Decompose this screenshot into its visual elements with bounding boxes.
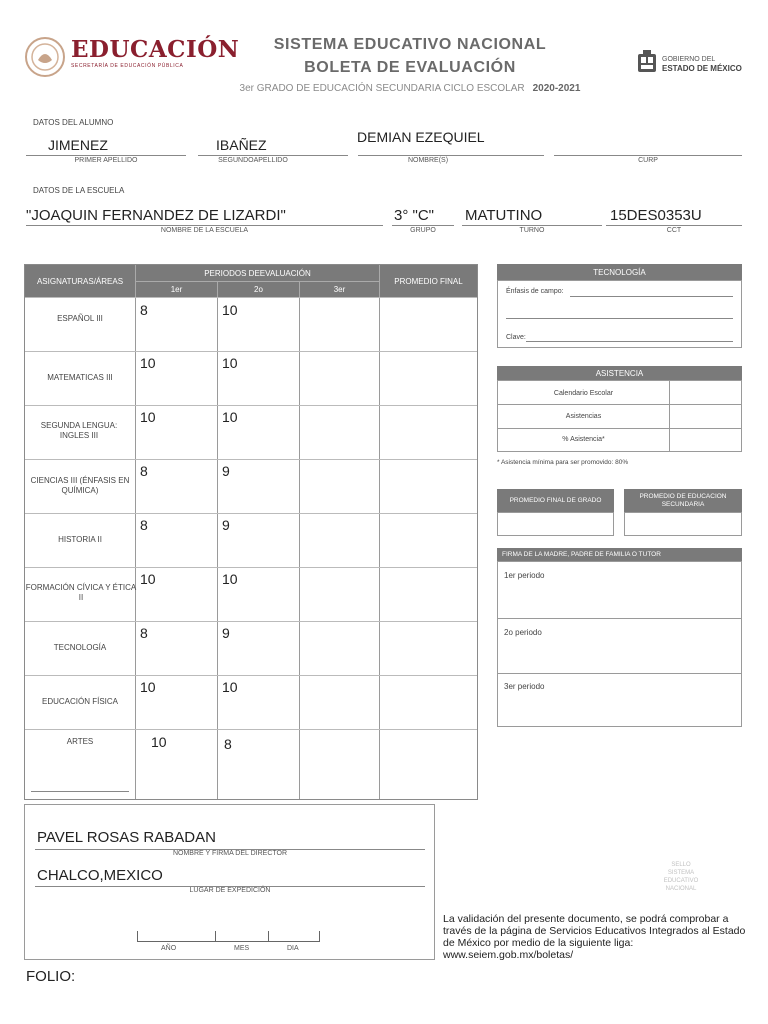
grade-p1: 8 <box>140 517 148 533</box>
signature-period-1: 1er periodo <box>504 571 545 580</box>
grades-table <box>24 264 478 800</box>
curp-caption: CURP <box>638 157 658 164</box>
attendance-calendar-label: Calendario Escolar <box>553 390 614 397</box>
logo-text: EDUCACIÓN <box>71 36 240 63</box>
grade-p1: 10 <box>140 679 156 695</box>
grade-avg-header: PROMEDIO FINAL DE GRADO <box>497 489 614 512</box>
grade-p1: 10 <box>140 571 156 587</box>
names-caption: NOMBRE(S) <box>407 157 449 164</box>
period-3-header: 3er <box>299 281 379 297</box>
key-label: Clave: <box>506 334 526 341</box>
grade-p2: 10 <box>222 302 238 318</box>
first-surname: JIMENEZ <box>48 137 108 153</box>
gov-line2: ESTADO DE MÉXICO <box>662 64 742 73</box>
issue-place: CHALCO,MEXICO <box>37 867 163 884</box>
second-surname-line <box>198 155 348 156</box>
final-avg-header: PROMEDIO FINAL <box>379 265 477 297</box>
table-row <box>25 729 477 730</box>
technology-header: TECNOLOGÍA <box>497 264 742 280</box>
attendance-percent-label: % Asistencia* <box>562 436 605 443</box>
school-name-line <box>26 225 383 226</box>
secondary-avg-header: PROMEDIO DE EDUCACION SECUNDARIA <box>624 489 742 512</box>
signature-period-2: 2o periodo <box>504 628 542 637</box>
day-caption: DIA <box>287 945 299 952</box>
grade-p2: 8 <box>224 736 232 752</box>
subject-name: HISTORIA II <box>58 535 102 544</box>
key-line <box>526 341 733 342</box>
gov-line1: GOBIERNO DEL <box>662 56 716 63</box>
attendance-count-label: Asistencias <box>565 413 602 420</box>
grade-p1: 10 <box>151 734 167 750</box>
attendance-table <box>497 380 742 452</box>
director-name-caption: NOMBRE Y FIRMA DEL DIRECTOR <box>172 850 288 857</box>
gov-emblem-icon <box>636 50 658 74</box>
school-group: 3° "C" <box>394 207 434 224</box>
subject-name: CIENCIAS III (ÉNFASIS EN QUÍMICA) <box>30 476 130 495</box>
table-row <box>25 567 477 568</box>
cycle: 2020-2021 <box>532 83 581 94</box>
sep-emblem <box>24 36 66 78</box>
arts-line <box>31 791 129 792</box>
seal-line: EDUCATIVO <box>663 878 699 884</box>
grade-p2: 10 <box>222 679 238 695</box>
date-tick <box>137 931 138 942</box>
cct-line <box>606 225 742 226</box>
signature-box <box>497 561 742 727</box>
col-divider <box>379 297 380 799</box>
group-line <box>392 225 454 226</box>
emphasis-line <box>570 296 733 297</box>
date-tick <box>268 931 269 942</box>
director-box <box>24 804 435 960</box>
group-caption: GRUPO <box>410 227 436 234</box>
emphasis-label: Énfasis de campo: <box>506 288 564 295</box>
seal-placeholder <box>652 861 710 893</box>
date-tick <box>215 931 216 942</box>
attendance-note: * Asistencia mínima para ser promovido: 80% <box>497 459 629 466</box>
school-section-label: DATOS DE LA ESCUELA <box>33 186 125 195</box>
period-2-header: 2o <box>217 281 299 297</box>
school-cct: 15DES0353U <box>610 207 702 224</box>
grade-p2: 9 <box>222 625 230 641</box>
grade-p2: 10 <box>222 409 238 425</box>
table-row <box>25 675 477 676</box>
period-1-header: 1er <box>135 281 217 297</box>
technology-box <box>497 280 742 348</box>
row-divider <box>498 618 741 619</box>
first-surname-line <box>26 155 186 156</box>
table-row <box>25 621 477 622</box>
issue-place-caption: LUGAR DE EXPEDICIÓN <box>189 887 271 894</box>
school-name-caption: NOMBRE DE LA ESCUELA <box>160 227 249 234</box>
subject-name: ARTES <box>66 737 94 746</box>
table-row <box>25 297 477 298</box>
row-divider <box>498 404 741 405</box>
subject-name: EDUCACIÓN FÍSICA <box>41 697 118 706</box>
doc-title-line1: SISTEMA EDUCATIVO NACIONAL <box>273 36 547 53</box>
student-section-label: DATOS DEL ALUMNO <box>33 118 114 127</box>
emphasis-line-2 <box>506 318 733 319</box>
subjects-header: ASIGNATURAS/ÁREAS <box>25 265 135 297</box>
names-line <box>358 155 544 156</box>
row-divider <box>498 673 741 674</box>
date-line <box>137 931 319 942</box>
year-caption: AÑO <box>161 945 177 952</box>
row-divider <box>498 428 741 429</box>
logo-subtitle: SECRETARÍA DE EDUCACIÓN PÚBLICA <box>71 63 184 69</box>
student-names: DEMIAN EZEQUIEL <box>357 129 485 145</box>
folio-label: FOLIO: <box>26 968 76 985</box>
shift-line <box>462 225 602 226</box>
gov-text <box>662 55 742 74</box>
grade-p1: 8 <box>140 463 148 479</box>
curp-line <box>554 155 742 156</box>
attendance-header: ASISTENCIA <box>497 366 742 380</box>
month-caption: MES <box>234 945 250 952</box>
seal-line: NACIONAL <box>665 886 697 892</box>
grade-avg-box <box>497 512 614 536</box>
subject-name: ESPAÑOL III <box>57 314 103 323</box>
table-row <box>25 405 477 406</box>
secondary-avg-box <box>624 512 742 536</box>
periods-header: PERIODOS DEEVALUACIÓN <box>135 265 379 281</box>
school-shift: MATUTINO <box>465 207 543 224</box>
signature-header: FIRMA DE LA MADRE, PADRE DE FAMILIA O TUTOR <box>497 548 742 561</box>
grade-p2: 10 <box>222 355 238 371</box>
subject-name: MATEMATICAS III <box>47 373 113 382</box>
grade-p1: 8 <box>140 625 148 641</box>
shift-caption: TURNO <box>519 227 545 234</box>
grade-p2: 10 <box>222 571 238 587</box>
subject-name: FORMACIÓN CÍVICA Y ÉTICA II <box>25 583 137 602</box>
grade-p1: 8 <box>140 302 148 318</box>
col-divider <box>669 381 670 451</box>
grade-p1: 10 <box>140 355 156 371</box>
seal-line: SISTEMA <box>667 870 695 876</box>
subject-name: TECNOLOGÍA <box>53 643 107 652</box>
grade-p2: 9 <box>222 517 230 533</box>
second-surname: IBAÑEZ <box>216 137 267 153</box>
subject-name: SEGUNDA LENGUA: INGLES III <box>40 421 118 440</box>
school-name: "JOAQUIN FERNANDEZ DE LIZARDI" <box>26 207 286 224</box>
doc-title-line2: BOLETA DE EVALUACIÓN <box>304 59 516 76</box>
col-divider <box>299 297 300 799</box>
seal-line: SELLO <box>671 862 691 868</box>
grade-p2: 9 <box>222 463 230 479</box>
col-divider <box>135 297 136 799</box>
second-surname-caption: SEGUNDOAPELLIDO <box>218 157 288 164</box>
doc-subtitle <box>200 83 620 94</box>
date-tick <box>319 931 320 942</box>
signature-period-3: 3er periodo <box>504 682 545 691</box>
validation-text: La validación del presente documento, se podrá comprobar a través de la página de Servicios Educativos Integrados al Estado de México por medio de la siguiente liga: www.seiem.gob.mx/boletas/ <box>443 913 746 961</box>
table-row <box>25 459 477 460</box>
col-divider <box>217 297 218 799</box>
first-surname-caption: PRIMER APELLIDO <box>74 157 138 164</box>
director-name: PAVEL ROSAS RABADAN <box>37 829 216 846</box>
table-row <box>25 513 477 514</box>
cct-caption: CCT <box>666 227 682 234</box>
subtitle-text: 3er GRADO DE EDUCACIÓN SECUNDARIA CICLO ESCOLAR <box>239 83 525 94</box>
grade-p1: 10 <box>140 409 156 425</box>
table-row <box>25 351 477 352</box>
